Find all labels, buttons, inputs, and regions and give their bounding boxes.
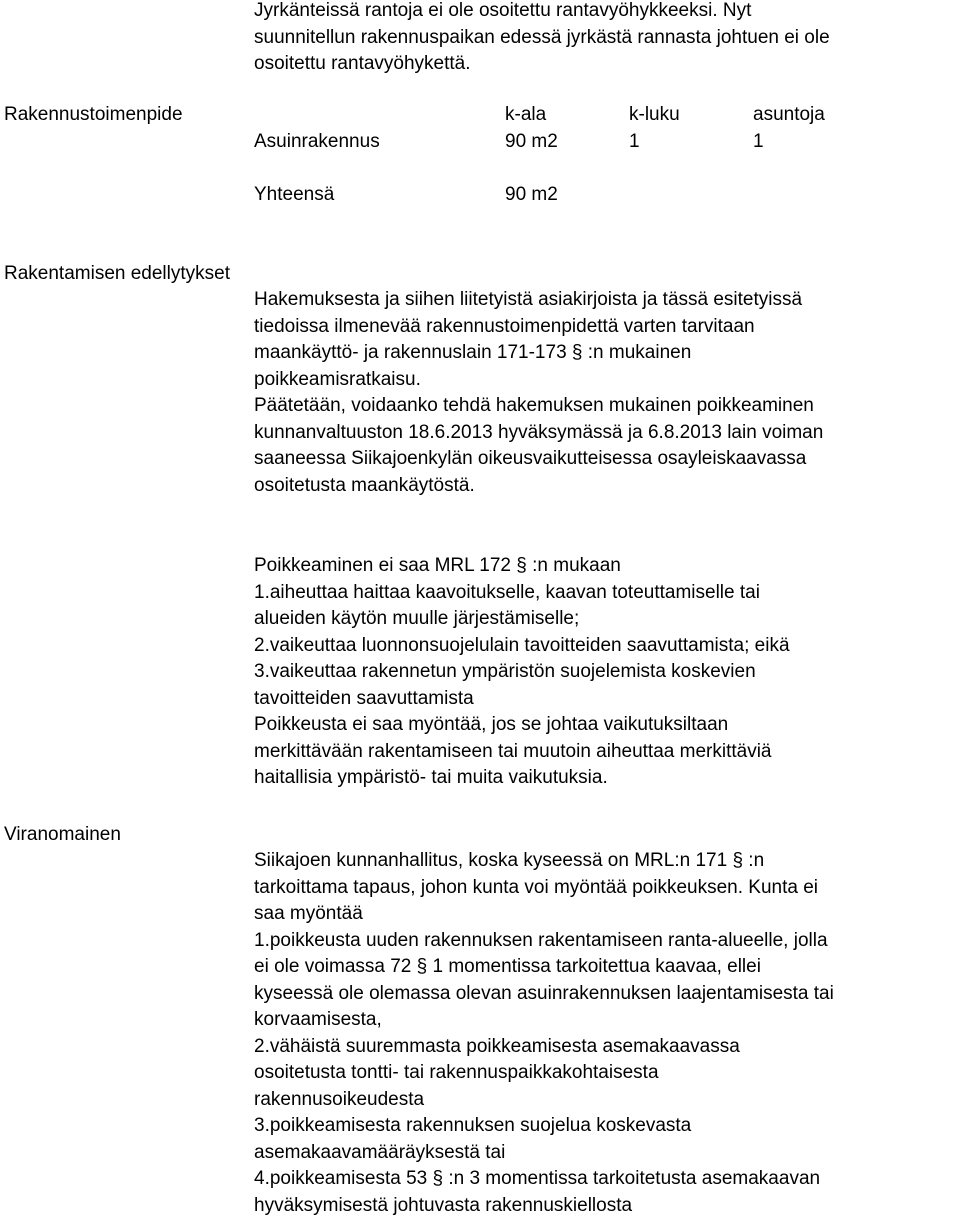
text-line: saa myöntää [254, 903, 363, 924]
column-header-k-ala: k-ala [505, 104, 547, 125]
text-line: 3.poikkeamisesta rakennuksen suojelua koskevasta [254, 1115, 692, 1136]
text-line: saaneessa Siikajoenkylän oikeusvaikutteisessa osayleiskaavassa [254, 448, 807, 469]
text-line: kyseessä ole olemassa olevan asuinrakennuksen laajentamisesta tai [254, 982, 834, 1004]
section-heading-authority: Viranomainen [4, 824, 121, 845]
text-line: poikkeamisratkaisu. [254, 368, 421, 390]
text-line: hyväksymisestä johtuvasta rakennuskiellosta [254, 1194, 633, 1216]
text-line: Päätetään, voidaanko tehdä hakemuksen mukainen poikkeaminen [254, 395, 814, 416]
row-asuntoja: 1 [753, 131, 764, 152]
text-line: ei ole voimassa 72 § 1 momentissa tarkoitettua kaavaa, ellei [254, 956, 761, 977]
total-label: Yhteensä [254, 184, 335, 205]
text-line: rakennusoikeudesta [254, 1088, 425, 1110]
row-k-luku: 1 [629, 131, 640, 152]
text-line: asemakaavamääräyksestä tai [254, 1141, 506, 1163]
text-line: 4.poikkeamisesta 53 § :n 3 momentissa tarkoitetusta asemakaavan [254, 1168, 821, 1189]
section-heading-conditions: Rakentamisen edellytykset [4, 263, 230, 284]
text-line: kunnanvaltuuston 18.6.2013 hyväksymässä ja 6.8.2013 lain voiman [254, 421, 824, 443]
text-line: Poikkeaminen ei saa MRL 172 § :n mukaan [254, 555, 621, 576]
text-line: haitallisia ympäristö- tai muita vaikutuksia. [254, 767, 608, 788]
table-heading: Rakennustoimenpide [4, 104, 183, 125]
text-line: osoitettu rantavyöhykettä. [254, 53, 471, 74]
row-k-ala: 90 m2 [505, 131, 558, 152]
text-line: 3.vaikeuttaa rakennetun ympäristön suojelemista koskevien [254, 661, 756, 682]
text-line: maankäyttö- ja rakennuslain 171-173 § :n mukainen [254, 342, 692, 363]
intro-paragraph [254, 0, 960, 78]
text-line: tavoitteiden saavuttamista [254, 687, 474, 709]
text-line: Siikajoen kunnanhallitus, koska kyseessä on MRL:n 171 § :n [254, 850, 765, 871]
text-line: merkittävään rakentamiseen tai muutoin aiheuttaa merkittäviä [254, 740, 772, 762]
column-header-asuntoja: asuntoja [753, 104, 825, 125]
text-line: Jyrkänteissä rantoja ei ole osoitettu rantavyöhykkeeksi. Nyt [254, 0, 752, 21]
conditions-paragraph [254, 287, 960, 499]
total-k-ala: 90 m2 [505, 184, 558, 205]
column-header-k-luku: k-luku [629, 104, 680, 125]
text-line: Hakemuksesta ja siihen liitetyistä asiakirjoista ja tässä esitetyissä [254, 289, 803, 310]
text-line: 1.aiheuttaa haittaa kaavoitukselle, kaavan toteuttamiselle tai [254, 581, 760, 603]
mrl172-paragraph [254, 553, 960, 792]
text-line: tiedoissa ilmenevää rakennustoimenpidettä varten tarvitaan [254, 315, 755, 337]
text-line: tarkoittama tapaus, johon kunta voi myöntää poikkeuksen. Kunta ei [254, 876, 819, 898]
text-line: suunnitellun rakennuspaikan edessä jyrkästä rannasta johtuen ei ole [254, 26, 830, 48]
text-line: 2.vähäistä suuremmasta poikkeamisesta asemakaavassa [254, 1035, 740, 1057]
text-line: osoitetusta maankäytöstä. [254, 474, 475, 496]
row-label: Asuinrakennus [254, 131, 380, 152]
text-line: 2.vaikeuttaa luonnonsuojelulain tavoitteiden saavuttamista; eikä [254, 634, 790, 656]
text-line: korvaamisesta, [254, 1009, 382, 1030]
text-line: 1.poikkeusta uuden rakennuksen rakentamiseen ranta-alueelle, jolla [254, 929, 828, 951]
authority-paragraph [254, 848, 960, 1219]
text-line: Poikkeusta ei saa myöntää, jos se johtaa vaikutuksiltaan [254, 714, 729, 735]
text-line: alueiden käytön muulle järjestämiselle; [254, 608, 580, 629]
text-line: osoitetusta tontti- tai rakennuspaikkakohtaisesta [254, 1062, 659, 1083]
